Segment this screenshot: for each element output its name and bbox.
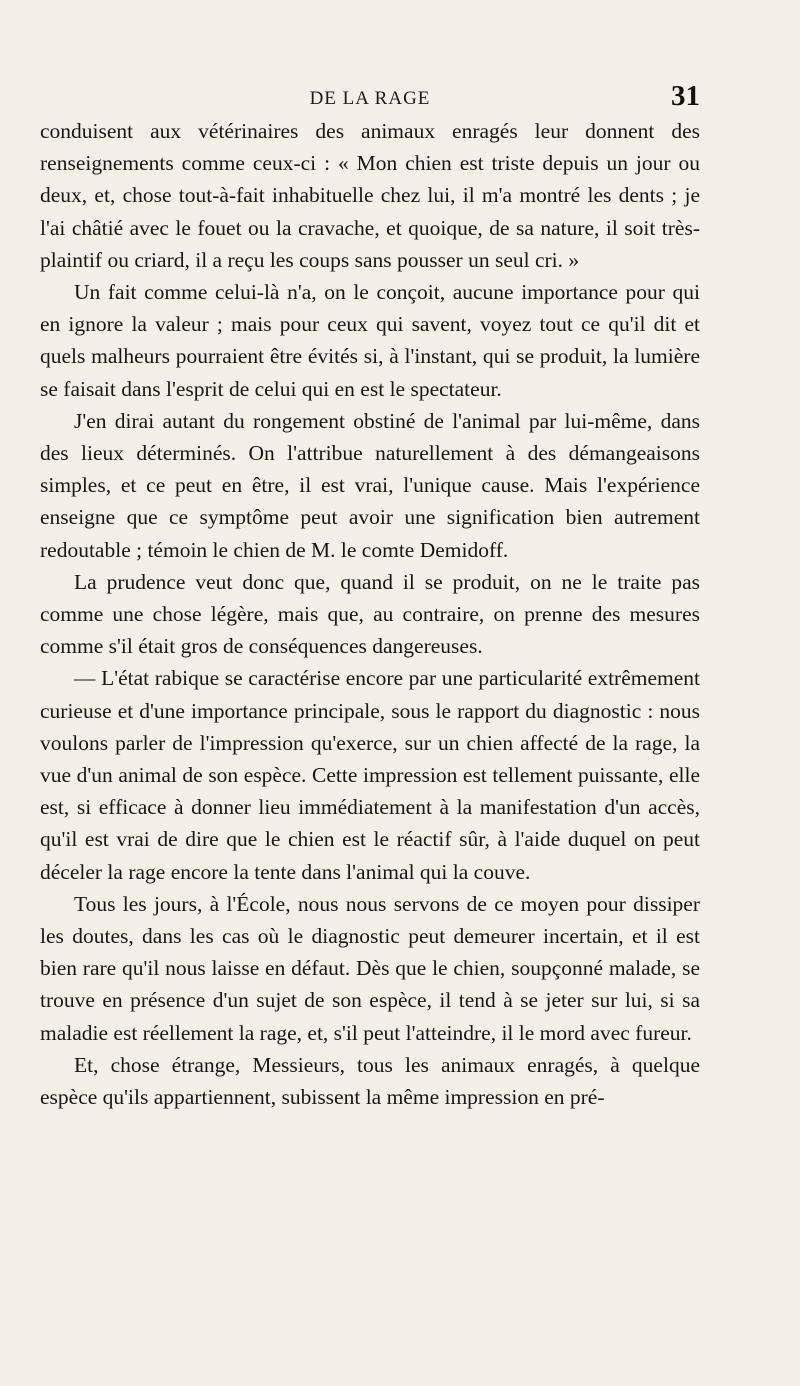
paragraph: J'en dirai autant du rongement obstiné de l'animal par lui-même, dans des lieux déterminés. On l'attribue naturellement à des démangeaisons simples, et ce peut en être, il est vrai, l'unique cause. Mais l'expérience enseigne que ce symptôme peut avoir une signification bien autrement redoutable ; témoin le chien de M. le comte Demidoff. — [40, 408, 700, 562]
paragraph: Un fait comme celui-là n'a, on le conçoit, aucune importance pour qui en ignore la valeur ; mais pour ceux qui savent, voyez tout ce qu'il dit et quels malheurs pourraient être évités si, à l'instant, qui se produit, la lumière se faisait dans l'esprit de celui qui en est le spectateur. — [40, 280, 700, 401]
paragraph: Tous les jours, à l'École, nous nous servons de ce moyen pour dissiper les doutes, dans les cas où le diagnostic peut demeurer incertain, et il est bien rare qu'il nous laisse en défaut. Dès que le chien, soupçonné malade, se trouve en présence d'un sujet de son espèce, il tend à se jeter sur lui, si sa maladie est réellement la rage, et, s'il peut l'atteindre, il le mord avec fureur. — [40, 891, 700, 1045]
page-header — [40, 80, 700, 116]
body-text — [40, 115, 700, 1113]
paragraph: — L'état rabique se caractérise encore par une particularité extrêmement curieuse et d'une importance principale, sous le rapport du diagnostic : nous voulons parler de l'impression qu'exerce, sur un chien affecté de la rage, la vue d'un animal de son espèce. Cette impression est tellement puissante, elle est, si efficace à donner lieu immédiatement à la manifestation d'un accès, qu'il est vrai de dire que le chien est le réactif sûr, à l'aide duquel on peut déceler la rage encore la tente dans l'animal qui la couve. — [40, 666, 700, 884]
paragraph: Et, chose étrange, Messieurs, tous les animaux enragés, à quelque espèce qu'ils appartiennent, subissent la même impression en pré- — [40, 1052, 700, 1110]
running-head: DE LA RAGE — [309, 88, 431, 109]
page-number: 31 — [671, 80, 700, 112]
paragraph: conduisent aux vétérinaires des animaux enragés leur donnent des renseignements comme ceux-ci : « Mon chien est triste depuis un jour ou deux, et, chose tout-à-fait inhabituelle chez lui, il m'a montré les dents ; je l'ai châtié avec le fouet ou la cravache, et quoique, de sa nature, il soit très-plaintif ou criard, il a reçu les coups sans pousser un seul cri. » — [40, 119, 700, 272]
paragraph: La prudence veut donc que, quand il se produit, on ne le traite pas comme une chose légère, mais que, au contraire, on prenne des mesures comme s'il était gros de conséquences dangereuses. — [40, 569, 700, 659]
